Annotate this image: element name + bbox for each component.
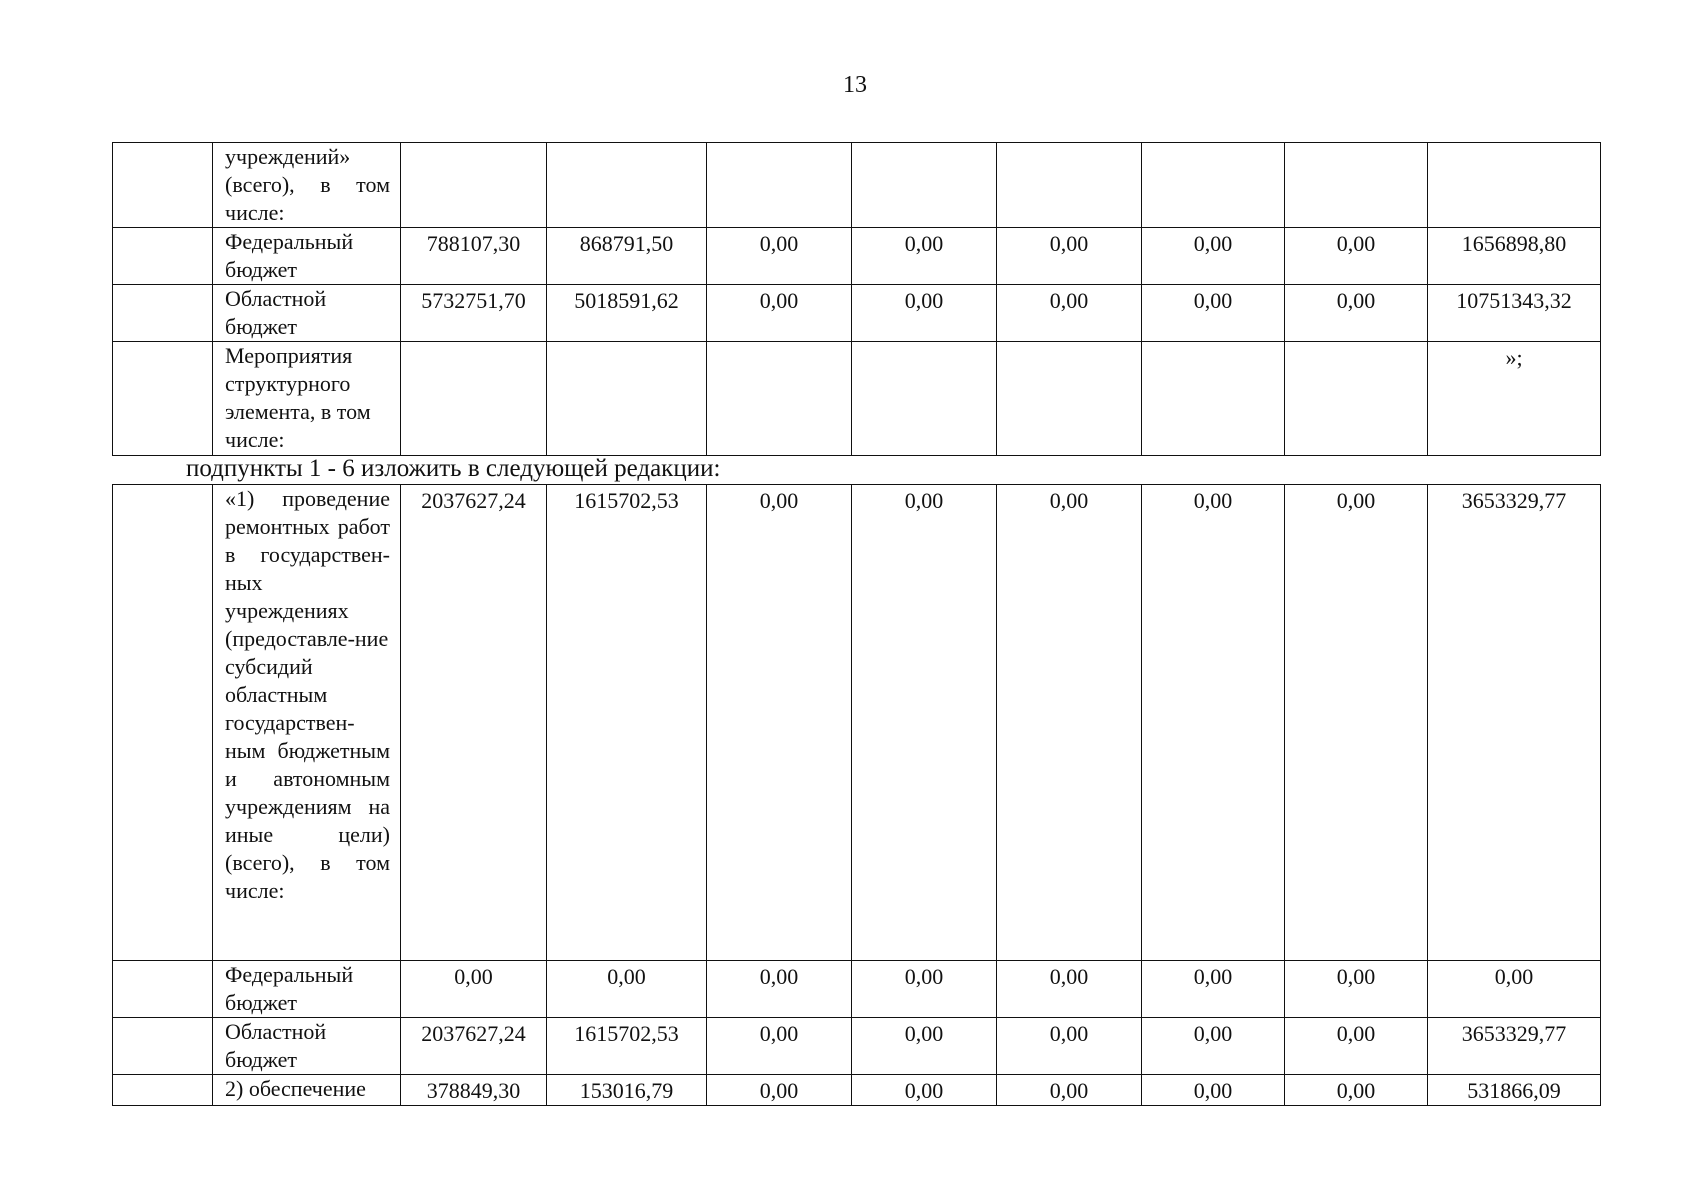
value-cell: 0,00 (1142, 961, 1285, 1018)
value-cell (997, 143, 1142, 228)
table-row (113, 1075, 1601, 1106)
value-cell: 0,00 (1428, 961, 1601, 1018)
row-label: 2) обеспечение (213, 1075, 401, 1106)
budget-table-top (112, 142, 1601, 456)
table-row (113, 143, 1601, 228)
value-cell: 1615702,53 (547, 1018, 707, 1075)
value-cell: 0,00 (997, 961, 1142, 1018)
value-cell (1142, 342, 1285, 456)
value-cell: 0,00 (1285, 485, 1428, 961)
value-cell: 531866,09 (1428, 1075, 1601, 1106)
value-cell: 788107,30 (401, 228, 547, 285)
value-cell (707, 143, 852, 228)
value-cell: 0,00 (1285, 961, 1428, 1018)
table-row (113, 961, 1601, 1018)
value-cell: 5732751,70 (401, 285, 547, 342)
value-cell: 0,00 (1142, 228, 1285, 285)
value-cell: 1656898,80 (1428, 228, 1601, 285)
value-cell (547, 342, 707, 456)
value-cell: 0,00 (997, 485, 1142, 961)
number-cell (113, 342, 213, 456)
value-cell: 3653329,77 (1428, 485, 1601, 961)
table-row (113, 285, 1601, 342)
value-cell: 0,00 (997, 1018, 1142, 1075)
value-cell: 0,00 (401, 961, 547, 1018)
value-cell: 0,00 (852, 1075, 997, 1106)
value-cell: 0,00 (997, 1075, 1142, 1106)
value-cell: 0,00 (547, 961, 707, 1018)
value-cell (1285, 143, 1428, 228)
value-cell: 0,00 (1285, 1018, 1428, 1075)
value-cell: 0,00 (1285, 1075, 1428, 1106)
value-cell: 378849,30 (401, 1075, 547, 1106)
value-cell (852, 342, 997, 456)
value-cell: 1615702,53 (547, 485, 707, 961)
value-cell (401, 342, 547, 456)
budget-table-bottom (112, 484, 1601, 1106)
row-label: Мероприятия структурного элемента, в том числе: (213, 342, 401, 456)
value-cell: 0,00 (707, 1018, 852, 1075)
value-cell: 2037627,24 (401, 1018, 547, 1075)
number-cell (113, 485, 213, 961)
table-row (113, 485, 1601, 961)
value-cell: 153016,79 (547, 1075, 707, 1106)
value-cell: 0,00 (997, 228, 1142, 285)
value-cell: 0,00 (852, 1018, 997, 1075)
value-cell: 0,00 (707, 1075, 852, 1106)
value-cell: 0,00 (1142, 485, 1285, 961)
value-cell: 0,00 (707, 228, 852, 285)
value-cell: 0,00 (1142, 1018, 1285, 1075)
value-cell: 0,00 (997, 285, 1142, 342)
value-cell: 0,00 (707, 485, 852, 961)
number-cell (113, 143, 213, 228)
value-cell (1142, 143, 1285, 228)
number-cell (113, 1075, 213, 1106)
value-cell: »; (1428, 342, 1601, 456)
number-cell (113, 961, 213, 1018)
row-label: учреждений» (всего), в том числе: (213, 143, 401, 228)
value-cell (1428, 143, 1601, 228)
row-label: Областной бюджет (213, 285, 401, 342)
row-label: Федеральный бюджет (213, 961, 401, 1018)
instruction-text: подпункты 1 - 6 изложить в следующей редакции: (186, 455, 721, 482)
value-cell: 10751343,32 (1428, 285, 1601, 342)
value-cell (547, 143, 707, 228)
value-cell: 0,00 (707, 285, 852, 342)
row-label: Федеральный бюджет (213, 228, 401, 285)
value-cell (852, 143, 997, 228)
value-cell (1285, 342, 1428, 456)
value-cell: 0,00 (1285, 228, 1428, 285)
value-cell (997, 342, 1142, 456)
table-row (113, 1018, 1601, 1075)
value-cell: 0,00 (852, 485, 997, 961)
table-row (113, 228, 1601, 285)
value-cell: 0,00 (1142, 285, 1285, 342)
value-cell: 3653329,77 (1428, 1018, 1601, 1075)
value-cell: 0,00 (852, 961, 997, 1018)
row-label: Областной бюджет (213, 1018, 401, 1075)
value-cell: 0,00 (1285, 285, 1428, 342)
number-cell (113, 1018, 213, 1075)
table-row (113, 342, 1601, 456)
number-cell (113, 228, 213, 285)
value-cell (401, 143, 547, 228)
value-cell: 0,00 (852, 285, 997, 342)
row-label: «1) проведение ремонтных работ в государствен-ных учреждениях (предоставле-ние субсидий областным государствен-ным бюджетным и автономным учреждениям на иные цели) (всего), в том числе: (213, 485, 401, 961)
value-cell: 5018591,62 (547, 285, 707, 342)
value-cell: 0,00 (707, 961, 852, 1018)
page-number: 13 (843, 72, 867, 98)
value-cell: 0,00 (852, 228, 997, 285)
value-cell: 868791,50 (547, 228, 707, 285)
number-cell (113, 285, 213, 342)
value-cell: 0,00 (1142, 1075, 1285, 1106)
value-cell (707, 342, 852, 456)
value-cell: 2037627,24 (401, 485, 547, 961)
